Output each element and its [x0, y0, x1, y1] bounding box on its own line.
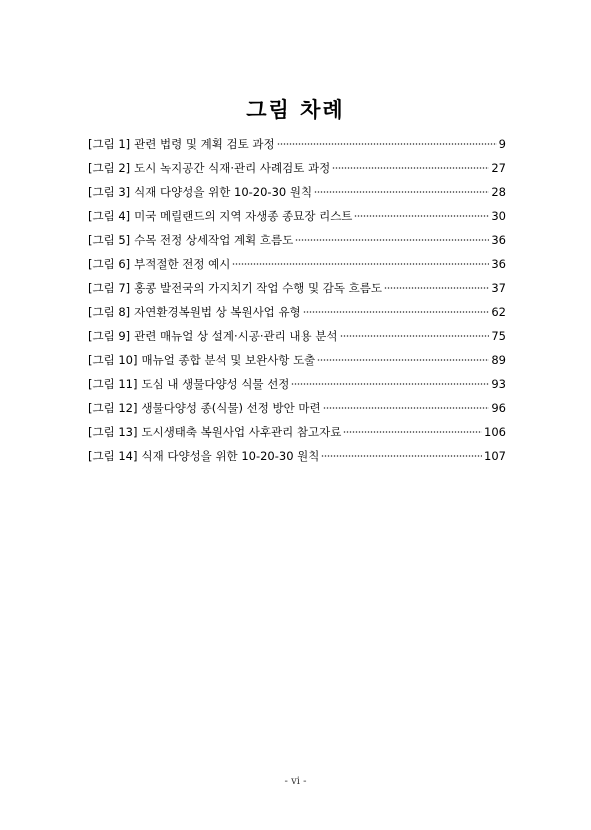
- toc-entry[interactable]: [88, 156, 506, 180]
- figure-caption: 홍콩 발전국의 가지치기 작업 수행 및 감독 흐름도: [134, 281, 382, 295]
- figure-number: [그림 6]: [88, 257, 131, 271]
- dot-leader: [295, 239, 489, 241]
- toc-entry[interactable]: [88, 180, 506, 204]
- dot-leader: [277, 143, 497, 145]
- toc-entry[interactable]: [88, 444, 506, 468]
- page-title: 그림 차례: [246, 98, 345, 122]
- toc-entry[interactable]: [88, 252, 506, 276]
- page-number: 93: [491, 377, 506, 391]
- toc-entry[interactable]: [88, 276, 506, 300]
- dot-leader: [321, 455, 482, 457]
- toc-entry[interactable]: [88, 132, 506, 156]
- page-number: 107: [484, 449, 506, 463]
- toc-entry[interactable]: [88, 420, 506, 444]
- figure-number: [그림 8]: [88, 305, 131, 319]
- toc-entry[interactable]: [88, 204, 506, 228]
- figure-number: [그림 2]: [88, 161, 131, 175]
- dot-leader: [317, 359, 489, 361]
- figure-number: [그림 5]: [88, 233, 131, 247]
- page-number: 62: [491, 305, 506, 319]
- toc-entry[interactable]: [88, 372, 506, 396]
- figure-number: [그림 1]: [88, 137, 131, 151]
- toc-entry[interactable]: [88, 324, 506, 348]
- dot-leader: [332, 167, 489, 169]
- dot-leader: [232, 263, 489, 265]
- figure-number: [그림 11]: [88, 377, 138, 391]
- dot-leader: [291, 383, 489, 385]
- figure-number: [그림 12]: [88, 401, 138, 415]
- figure-caption: 매뉴얼 종합 분석 및 보완사항 도출: [141, 353, 316, 367]
- figure-number: [그림 9]: [88, 329, 131, 343]
- figure-number: [그림 10]: [88, 353, 138, 367]
- figure-number: [그림 3]: [88, 185, 131, 199]
- page-number: 30: [491, 209, 506, 223]
- figure-caption: 자연환경복원법 상 복원사업 유형: [134, 305, 301, 319]
- figure-caption: 관련 매뉴얼 상 설계·시공·관리 내용 분석: [134, 329, 338, 343]
- page-number: 9: [498, 137, 506, 151]
- figure-caption: 미국 메릴랜드의 지역 자생종 종묘장 리스트: [134, 209, 353, 223]
- page-number: 106: [484, 425, 506, 439]
- toc-entry[interactable]: [88, 228, 506, 252]
- figure-number: [그림 7]: [88, 281, 131, 295]
- page-number: 75: [491, 329, 506, 343]
- figure-caption: 도시 녹지공간 식재·관리 사례검토 과정: [134, 161, 331, 175]
- page-footer: - vi -: [284, 776, 307, 787]
- figure-caption: 식재 다양성을 위한 10-20-30 원칙: [134, 185, 313, 199]
- dot-leader: [384, 287, 489, 289]
- page-number: 27: [491, 161, 506, 175]
- figure-number: [그림 13]: [88, 425, 138, 439]
- dot-leader: [314, 191, 489, 193]
- dot-leader: [354, 215, 489, 217]
- dot-leader: [343, 431, 482, 433]
- page-number: 37: [491, 281, 506, 295]
- figure-number: [그림 4]: [88, 209, 131, 223]
- page-number: 28: [491, 185, 506, 199]
- page-number: 96: [491, 401, 506, 415]
- figure-caption: 생물다양성 종(식물) 선정 방안 마련: [141, 401, 321, 415]
- figure-caption: 부적절한 전정 예시: [134, 257, 231, 271]
- dot-leader: [323, 407, 490, 409]
- figure-list: [88, 132, 506, 468]
- page-number: 36: [491, 233, 506, 247]
- toc-entry[interactable]: [88, 348, 506, 372]
- dot-leader: [303, 311, 490, 313]
- figure-caption: 도심 내 생물다양성 식물 선정: [141, 377, 290, 391]
- dot-leader: [340, 335, 490, 337]
- page-number: 36: [491, 257, 506, 271]
- toc-entry[interactable]: [88, 396, 506, 420]
- page-number: 89: [491, 353, 506, 367]
- figure-caption: 관련 법령 및 계획 검토 과정: [134, 137, 275, 151]
- figure-caption: 수목 전정 상세작업 계획 흐름도: [134, 233, 294, 247]
- toc-entry[interactable]: [88, 300, 506, 324]
- figure-caption: 도시생태축 복원사업 사후관리 참고자료: [141, 425, 342, 439]
- figure-caption: 식재 다양성을 위한 10-20-30 원칙: [141, 449, 320, 463]
- figure-number: [그림 14]: [88, 449, 138, 463]
